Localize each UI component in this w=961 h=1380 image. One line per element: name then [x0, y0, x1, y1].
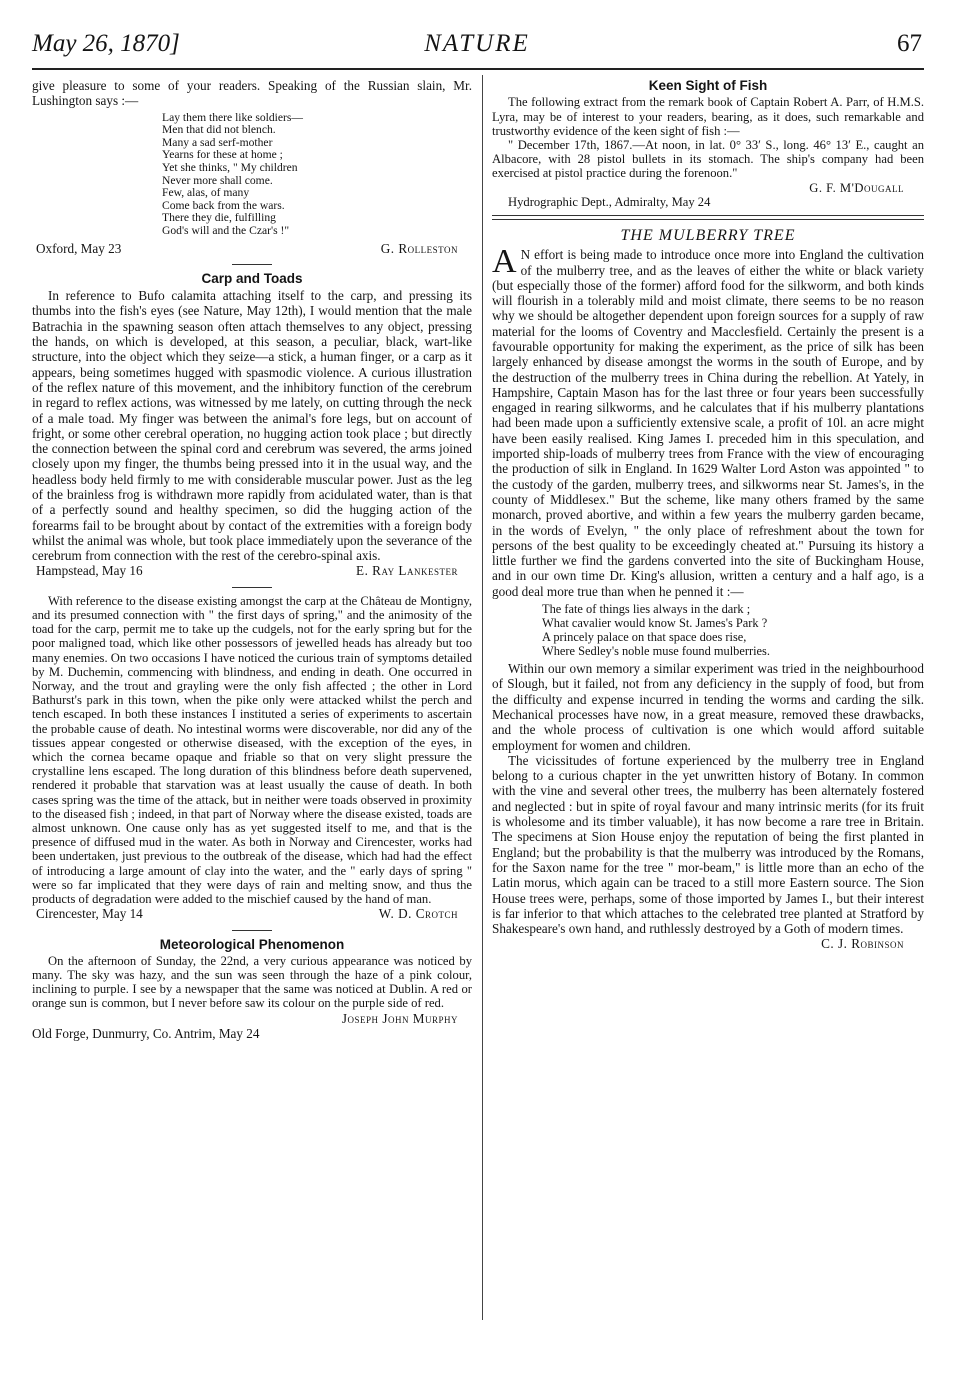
king-poem: [542, 602, 924, 658]
russian-poem: [162, 112, 472, 238]
header-rule: [32, 68, 924, 70]
signature-mdougall: [492, 181, 924, 195]
fish-title: Keen Sight of Fish: [648, 78, 768, 93]
poem-line: Where Sedley's noble muse found mulberries.: [542, 644, 770, 659]
signature-name: W. D. Crotch: [378, 906, 458, 922]
signature-crotch: [32, 906, 472, 921]
mulberry-paragraph-3: The vicissitudes of fortune experienced by the mulberry tree in England belong to a curious chapter in the yet unwritten history of Botany. In common with the vine and several other trees, the mulberry has been alternately fostered and neglected : but in spite of royal favour and many intrinsic merits (for its fruit is wholesome and its timber valuable), it has now become a rare tree in Britain. The specimens at Sion House enjoy the reputation of being the first planted in England; but the probability is that the mulberry was introduced by the Romans, for the Saxon name for the tree " mor-beam," is little more than an echo of the Latin morus, which again can be traced to a still more Eastern source. The Sion House trees were, perhaps, some of those imported by James I., but their interest is far inferior to that which attaches to the celebrated tree planted at Stratford by Shakespeare's own hand, and ruthlessly destroyed by a Goth of modern times.: [492, 752, 924, 937]
signature-lankester: [32, 563, 472, 578]
article-rule: [492, 215, 924, 220]
poem-line: Few, alas, of many: [162, 186, 250, 200]
section-rule: [232, 264, 272, 265]
poem-line: Never more shall come.: [162, 173, 273, 187]
poem-line: Many a sad serf-mother: [162, 135, 273, 149]
right-column: [492, 78, 924, 952]
poem-line: God's will and the Czar's !": [162, 223, 290, 237]
toad-body: With reference to the disease existing amongst the carp at the Château de Montigny, and its presumed connection with " the first days of spring," and the animosity of the toad for the carp, permit me to take up the cudgels, not for the early spring but for the poor maligned toad, which like other possessors of jewelled heads has already but too many enemies. On two occasions I have noticed the curious train of symptoms detailed by M. Duchemin, commencing with blindness, and ending in death. One occurred in Norway, and the trout and grayling were the only fish affected ; the other in Lord Bathurst's park in this town, when the pike only were attacked whilst the perch and tench escaped. In both these instances I instituted a series of experiments to ascertain the probable cause of death. No intestinal worms were discoverable, nor did any of the tissues appear congested or otherwise diseased, with the exception of the eyes, in which the cornea became opaque and friable so that on very slight pressure the crystalline lens escaped. The long duration of this blindness before death supervened, rendered it probable that starvation was at least usually the cause of death. In both cases spring was the time of the attack, but in neither were toads observed in proximity to the diseased fish ; indeed, in that part of Norway where the disease existed, toads are almost unknown. One cause only has as yet suggested itself to me, and that is the presence of diffused mud in the water. As both in Norway and Cirencester, works had been undertaken, just previous to the outbreak of the disease, which had had the effect of introducing a large amount of clay into the water, and the " early days of spring " were so far implicated that they were days of rain and melting snow, and thus the products of degradation were added to the mischief caused by the hand of man.: [32, 593, 472, 907]
journal-title: NATURE: [424, 30, 530, 57]
signature-robinson: [492, 936, 924, 951]
carp-title: Carp and Toads: [201, 270, 303, 286]
fish-body: The following extract from the remark book of Captain Robert A. Parr, of H.M.S. Lyra, may be of interest to your readers, bearing, as it does, such remarkable and trustworthy evidence of the keen sight of fish :—: [492, 95, 924, 138]
fish-quote: " December 17th, 1867.—At noon, in lat. 0° 33′ S., long. 46° 13′ E., caught an Albacore, with 28 pistol bullets in its stomach. The ship's company had been exercised at pistol practice during the forenoon.": [492, 137, 924, 181]
signature-name: C. J. Robinson: [821, 936, 904, 952]
signature-name: Joseph John Murphy: [341, 1010, 458, 1026]
signature-name: E. Ray Lankester: [356, 563, 458, 579]
poem-line: Lay them there like soldiers—: [162, 110, 304, 124]
signature-place: Cirencester, May 14: [36, 906, 143, 922]
signature-place: Hydrographic Dept., Admiralty, May 24: [508, 194, 711, 209]
signature-place: Hampstead, May 16: [36, 563, 143, 579]
mulberry-paragraph-2: Within our own memory a similar experiment was tried in the neighbourhood of Slough, but it failed, not from any deficiency in the supply of food, but from the difficulty and expense incurred in tending the worms and carding the silk. Mechanical processes have now, in a great measure, removed these drawbacks, and the whole process of cultivation is one which would afford suitable employment for women and children.: [492, 661, 924, 753]
page-number: 67: [897, 30, 922, 57]
column-divider: [482, 75, 483, 1320]
intro-paragraph: give pleasure to some of your readers. Speaking of the Russian slain, Mr. Lushington says :—: [32, 78, 472, 109]
signature-rolleston: [32, 241, 472, 256]
signature-place: Oxford, May 23: [36, 240, 122, 256]
signature-name: G. F. M'Dougall: [809, 180, 904, 195]
signature-name: G. Rolleston: [380, 240, 458, 256]
section-rule: [232, 587, 272, 588]
mulberry-paragraph-1: [492, 243, 924, 599]
drop-cap: A: [492, 243, 517, 281]
poem-line: Yet she thinks, " My children: [162, 160, 298, 174]
page-header: [32, 30, 922, 70]
poem-line: Yearns for these at home ;: [162, 148, 283, 162]
poem-line: Come back from the wars.: [162, 198, 285, 212]
meteorological-body: On the afternoon of Sunday, the 22nd, a very curious appearance was noticed by many. The sky was hazy, and the sun was seen through the haze of a pink colour, inclining to purple. I see by a newspaper that the same was noticed at Dublin. A red or orange sun is common, but I never before saw its colour on the purple side of red.: [32, 953, 472, 1011]
mulberry-title: THE MULBERRY TREE: [620, 226, 796, 244]
issue-date: May 26, 1870]: [32, 30, 180, 57]
poem-line: Men that did not blench.: [162, 123, 276, 137]
carp-body: In reference to Bufo calamita attaching itself to the carp, and pressing its thumbs into the fish's eyes (see Nature, May 12th), I would mention that the male Batrachia in the spawning season often attach themselves to any object, pressing the hands, on which is developed, at this season, a peculiar, black, wart-like structure, into the object which they seize—a stick, a human finger, or a carp as it appears, being sometimes hugged with spasmodic violence. A curious illustration of the reflex nature of this movement, and the inhibitory function of the cerebrum in regard to reflex actions, was witnessed by me lately, on cutting through the neck of a male toad. My finger was between the animal's fore legs, but on account of fright, or some other cerebral operation, no hugging action took place ; but directly the connection between the spinal cord and cerebrum was severed, the arms joined closely upon my finger, the thumbs being pressed into it in the usual way, and the headless body held firmly to me with considerable muscular power. Just as the leg of the brainless frog is withdrawn more rapidly from acidulated water, than is that of a perfectly sound and healthy specimen, so did the hugging action of the forearms fail to be brought about by contact of the extremities with a foreign body whilst the animal was whole, but took place immediately upon the severance of the cerebrum from connection with the rest of the cerebro-spinal axis.: [32, 288, 472, 564]
poem-line: What cavalier would know St. James's Park ?: [542, 616, 768, 631]
poem-line: A princely palace on that space does rise,: [542, 630, 747, 645]
signature-place: Old Forge, Dunmurry, Co. Antrim, May 24: [32, 1025, 260, 1041]
signature-murphy-name: [32, 1011, 472, 1026]
poem-line: There they die, fulfilling: [162, 211, 276, 225]
mulberry-paragraph-1-text: N effort is being made to introduce once more into England the cultivation of the mulberry tree, and as the leaves of either the white or black variety (but especially those of the former) afford food for the silkworm, and both kinds will flourish in a tolerably mild and moist climate, there seems to be no reason why we should be altogether dependent upon foreign sources for a supply of raw material for the looms of Coventry and Macclesfield. Certainly the present is a favourable opportunity for making the experiment, as the price of silk has been largely enhanced by disease amongst the worms in the south of Europe, and by the destruction of the mulberry trees in China during the rebellion. At Yately, in Hampshire, Captain Mason has for the last three or four years been successfully engaged in rearing silkworms, and he calculates that if his mulberry plantations had been made upon a sufficiently extensive scale, a profit of 10l. an acre might have been easily realised. King James I. preceded him in this speculation, and imported ship-loads of mulberry trees from France with the view of encouraging the production of silk in England. In 1629 Walter Lord Aston was appointed " to the custody of the garden, mulberry trees, and silkworms near St. James's, in the county of Middlesex." But the scheme, like many others framed by the same monarch, proved abortive, and within a few years the mulberry garden became, in the words of Evelyn, " the only place of refreshment about the town for persons of the best quality to be exceedingly cheated at." Pursuing its history a little further we find the gardens converted into the site of Buckingham House, and in our own time Dr. King's allusion, written a century and a half ago, is a good deal more true than when he penned it :—: [492, 247, 924, 599]
left-column: [32, 78, 472, 1041]
meteorological-title: Meteorological Phenomenon: [159, 936, 345, 952]
poem-line: The fate of things lies always in the dark ;: [542, 602, 751, 617]
section-rule: [232, 930, 272, 931]
